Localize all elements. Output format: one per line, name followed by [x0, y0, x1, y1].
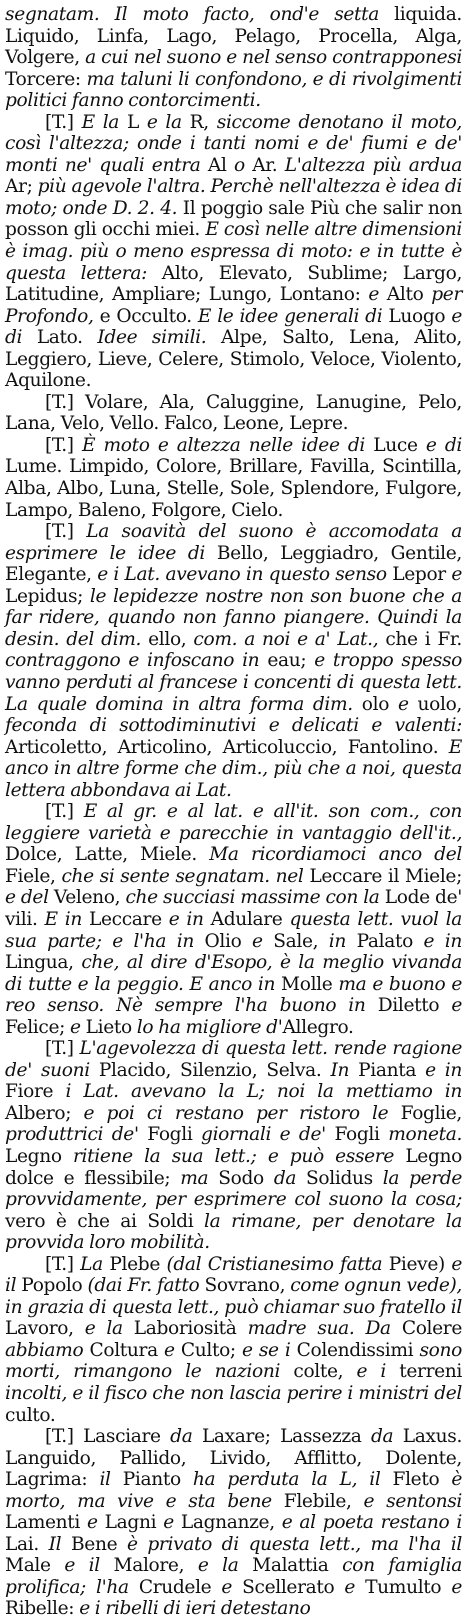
roman-text: Soldi — [147, 1210, 205, 1232]
paragraph — [5, 435, 462, 521]
roman-text: Laxus. Languido, Pallido, Livido, Afflitto, Dolente, Lagrima: — [5, 1426, 463, 1491]
roman-text: Colendissimi — [296, 1339, 420, 1361]
italic-text: più agevole l'altra. Perchè nell'altezza è idea di moto; onde D. 2. 4. — [5, 176, 462, 219]
paragraph — [5, 1426, 462, 1620]
italic-text: le lepidezze nostre non son buone che a far ridere, quando non fanno piangere. Quindi la desin. del dim. — [5, 585, 462, 650]
italic-text: o — [233, 154, 253, 176]
italic-text: e — [425, 434, 445, 456]
italic-text: e in — [168, 908, 211, 930]
roman-text: culto. — [5, 1404, 56, 1426]
roman-text: Lassezza — [280, 1426, 371, 1448]
roman-text: R, — [189, 111, 217, 133]
roman-text: Fiore — [5, 1081, 66, 1103]
paragraph — [5, 1038, 462, 1253]
roman-text: Pianto — [122, 1469, 193, 1491]
paragraph — [5, 392, 462, 435]
italic-text: e la — [146, 111, 190, 133]
roman-text: Plebe — [109, 1253, 167, 1275]
italic-text: È moto e altezza nelle idee di — [81, 434, 374, 456]
italic-text: e in — [423, 930, 462, 952]
italic-text: ma — [180, 1167, 219, 1189]
roman-text: Alto — [386, 284, 432, 306]
roman-text: Lasciare — [83, 1426, 171, 1448]
italic-text: e — [397, 693, 418, 715]
italic-text: da — [273, 1167, 307, 1189]
roman-text: Crudele — [138, 1576, 222, 1598]
italic-text: e — [87, 1512, 105, 1534]
roman-text: Diletto — [377, 995, 452, 1017]
italic-text: e i Lat. avevano in questo senso — [97, 564, 393, 586]
roman-text: Dolce, Latte, Miele. — [5, 844, 210, 866]
paragraph — [5, 521, 462, 801]
paragraph — [5, 4, 462, 112]
italic-text: la perde provvidamente, per esprimere col suono la cosa; — [5, 1167, 463, 1211]
roman-text: Occulto. — [116, 305, 198, 327]
roman-text: Lingua, — [5, 952, 82, 974]
roman-text: Sodo — [218, 1167, 274, 1189]
roman-text: Ar. — [252, 154, 285, 176]
italic-text: feconda di sottodiminutivi e delicati e valenti: — [5, 715, 462, 737]
italic-text: che succiasi massime con la — [125, 887, 385, 909]
italic-text: con famiglia prolifica; l'ha — [5, 1555, 462, 1598]
roman-text: Bene — [70, 1533, 127, 1555]
roman-text: Legno — [405, 1145, 462, 1167]
roman-text: vero è che ai — [5, 1210, 148, 1232]
italic-text: Il — [48, 1533, 71, 1555]
italic-text: Idee simili. — [97, 327, 221, 349]
italic-text: e — [451, 995, 462, 1017]
roman-text: Male — [5, 1555, 65, 1577]
italic-text: è morto, ma vive e sta bene — [5, 1469, 463, 1512]
roman-text: Molle — [281, 973, 339, 995]
italic-text: e — [163, 1512, 181, 1534]
roman-text: [T.] — [45, 111, 82, 133]
roman-text: Pianta — [358, 1059, 426, 1081]
roman-text: Lamenti — [5, 1512, 88, 1534]
italic-text: come ognun vede), in grazia di questa lett., può chiamar suo fratello il — [5, 1275, 462, 1318]
roman-text: Leccare il Miele; — [309, 865, 462, 887]
italic-text: E anco in altre forme che dim., più che a noi, questa lettera abbondava ai Lat. — [5, 736, 462, 801]
italic-text: produttrici de' — [5, 1124, 148, 1146]
roman-text: Solidus — [306, 1167, 383, 1189]
italic-text: sono morti, rimangono le nazioni — [5, 1339, 462, 1383]
roman-text: Culto; — [180, 1339, 243, 1361]
roman-text: [T.] — [45, 434, 82, 456]
italic-text: e poi ci restano per ristoro le — [83, 1102, 401, 1124]
italic-text: e — [69, 1016, 86, 1038]
roman-text: Felice; — [5, 1016, 70, 1038]
italic-text: E in — [44, 908, 90, 930]
italic-text: (dai Fr. fatto — [87, 1275, 205, 1297]
italic-text: L'agevolezza di questa lett. rende ragione de' suoni — [5, 1038, 462, 1081]
roman-text: Popolo — [21, 1275, 88, 1297]
roman-text: L — [126, 111, 147, 133]
italic-text: com. a noi e a' Lat., — [193, 628, 386, 650]
italic-text: e — [164, 1339, 181, 1361]
italic-text: che si sente segnatam. nel — [61, 865, 310, 887]
roman-text: Adulare — [210, 908, 290, 930]
italic-text: il — [99, 1469, 123, 1491]
italic-text: e troppo spesso vanno perduti al francese i concenti di questa lett. La quale domina in altra forma dim. — [5, 650, 462, 715]
italic-text: questa lett. vuol la sua parte; e l'ha in — [5, 908, 463, 952]
roman-text: Leccare — [89, 908, 169, 930]
italic-text: di — [444, 434, 462, 456]
italic-text: e sentonsi — [363, 1490, 462, 1512]
roman-text: Pieve) — [388, 1253, 452, 1275]
roman-text: Lepidus; — [5, 585, 90, 607]
roman-text: uolo, — [417, 693, 462, 715]
roman-text: Allegro. — [282, 1016, 354, 1038]
roman-text: Lieto — [85, 1016, 137, 1038]
italic-text: E la — [81, 111, 127, 133]
roman-text: colte, — [293, 1361, 357, 1383]
italic-text: La — [80, 1253, 110, 1275]
roman-text: Veleno, — [53, 887, 126, 909]
italic-text: e — [368, 284, 387, 306]
roman-text: Albero; — [5, 1102, 84, 1124]
roman-text: Fleto — [392, 1469, 452, 1491]
italic-text: e il — [64, 1555, 114, 1577]
italic-text: contraggono e infoscano in — [5, 650, 268, 672]
roman-text: Articoletto, Articolino, Articoluccio, Fantolino. — [5, 736, 449, 758]
roman-text: Lagnanze, — [180, 1512, 282, 1534]
italic-text: ritiene la sua lett.; e può essere — [72, 1145, 406, 1167]
roman-text: Palato — [356, 930, 424, 952]
roman-text: Tumulto — [365, 1576, 452, 1598]
roman-text: Al — [207, 154, 234, 176]
roman-text: Scellerato — [242, 1576, 345, 1598]
roman-text: Alto, Elevato, Sublime; Largo, Latitudine, Ampliare; Lungo, Lontano: — [5, 262, 463, 306]
italic-text: segnatam. Il moto fac — [5, 4, 231, 25]
roman-text: Laboriosità — [133, 1318, 248, 1340]
roman-text: Fogli — [147, 1124, 202, 1146]
italic-text: e al poeta restano i — [281, 1512, 462, 1534]
italic-text: a cui nel suono e nel senso contrapponesi — [85, 47, 463, 69]
roman-text: [T.] — [45, 801, 84, 823]
italic-text: ha perduta la L, il — [192, 1469, 393, 1491]
italic-text: e in — [425, 1059, 462, 1081]
roman-text: Laxare; — [201, 1426, 281, 1448]
italic-text: è privato di questa lett., ma l'ha il — [126, 1533, 462, 1555]
italic-text: E le idee generali di — [197, 305, 389, 327]
roman-text: Fogli — [334, 1124, 389, 1146]
roman-text: Legno — [5, 1145, 73, 1167]
italic-text: la rimane, per denotare la provvida loro mobilità. — [5, 1210, 462, 1254]
italic-text: siccome denotano il moto, così l'altezza; onde i tanti nomi e de' fiumi e de' monti ne' quali entra — [5, 111, 462, 176]
roman-text: Colere — [401, 1318, 462, 1340]
roman-text: liquida. Liquido, Linfa, Lago, Pelago, Procella, Alga, Volgere, — [5, 4, 462, 69]
italic-text: La soavità del suono è accomodata a esprimere le idee di — [5, 521, 462, 564]
roman-text: Lavoro, — [5, 1318, 85, 1340]
italic-text: e la — [84, 1318, 134, 1340]
italic-text: e i — [356, 1361, 400, 1383]
roman-text: che i Fr. — [385, 628, 462, 650]
roman-text: Sale, — [273, 930, 329, 952]
roman-text: Alpe, Salto, Lena, Alito, Leggiero, Lieve, Celere, Stimolo, Veloce, Violento, Aquilone. — [5, 327, 462, 392]
italic-text: E così nelle altre dimensioni è imag. più o meno espressa di moto: e in tutte è questa lettera: — [5, 219, 462, 284]
roman-text: Torcere: — [5, 68, 87, 90]
roman-text: Lato. — [36, 327, 98, 349]
roman-text: Luogo — [388, 305, 452, 327]
paragraph — [5, 112, 462, 392]
italic-text: ma taluni li confondono, e di rivolgimenti politici fanno contorcimenti. — [5, 68, 462, 112]
roman-text: e — [99, 305, 117, 327]
roman-text: Ar; — [5, 176, 38, 198]
roman-text: Ribelle: — [5, 1598, 80, 1620]
italic-text: ma e buono e reo senso. Nè sempre l'ha buono in — [5, 973, 463, 1017]
italic-text: e se i — [242, 1339, 297, 1361]
italic-text: Ma ricordiamoci anco del — [209, 844, 462, 866]
roman-text: Lode de' vili. — [5, 887, 462, 930]
italic-text: s — [334, 4, 344, 25]
italic-text: abbiamo — [5, 1339, 90, 1361]
italic-text: e il — [5, 1253, 462, 1297]
roman-text: [T.] — [45, 1253, 81, 1275]
italic-text: etta — [343, 4, 395, 25]
italic-text: in — [328, 930, 357, 952]
roman-text: ello, — [148, 628, 194, 650]
italic-text: e — [451, 1576, 462, 1598]
roman-text: Lai. — [5, 1533, 49, 1555]
italic-text: giornali e de' — [201, 1124, 335, 1146]
roman-text: [T.] Volare, Ala, Caluggine, Lanugine, Pelo, Lana, Velo, Vello. Falco, Leone, Lepre. — [5, 391, 462, 435]
roman-text: Foglie, — [400, 1102, 462, 1124]
roman-text: eau; — [267, 650, 315, 672]
italic-text: moneta. — [388, 1124, 463, 1146]
italic-text: e — [221, 1576, 243, 1598]
roman-text: dolce e flessibile; — [5, 1167, 181, 1189]
italic-text: madre sua. Da — [247, 1318, 402, 1340]
italic-text: In — [330, 1059, 359, 1081]
roman-text: Malore, — [113, 1555, 198, 1577]
roman-text: [T.] — [45, 1426, 84, 1448]
italic-text: e — [451, 564, 463, 586]
roman-text: Lepor — [392, 564, 452, 586]
roman-text: [T.] — [45, 521, 87, 543]
italic-text: da — [170, 1426, 202, 1448]
roman-text: Placido, Silenzio, Selva. — [98, 1059, 331, 1081]
italic-text: L'altezza più ardua — [284, 154, 462, 176]
italic-text: e — [344, 1576, 366, 1598]
italic-text: incolti, e il fisco che non lascia perire i ministri del — [5, 1383, 462, 1404]
italic-text: e — [252, 930, 274, 952]
roman-text: Lume. Limpido, Colore, Brillare, Favilla, Scintilla, Alba, Albo, Luna, Stelle, Sole, Splendore, Fulgore, Lampo, Baleno, Folgore, Cielo. — [5, 456, 462, 521]
roman-text: Olio — [204, 930, 253, 952]
italic-text: e i ribelli di ieri detestano — [79, 1598, 311, 1620]
italic-text: e la — [197, 1555, 253, 1577]
italic-text: per Profondo, — [5, 284, 462, 327]
roman-text: Luce — [373, 434, 426, 456]
roman-text: Il poggio sale Più che salir non posson gli occhi miei. — [5, 197, 462, 241]
italic-text: (dal Cristianesimo fatta — [166, 1253, 389, 1275]
italic-text: t — [230, 4, 239, 25]
italic-text: o, ond'e — [238, 4, 335, 25]
paragraph — [5, 1254, 462, 1426]
italic-text: che, al dire d'Esopo, è la meglio vivanda di tutte e la peggio. E anco in — [5, 952, 462, 995]
roman-text: Flebile, — [283, 1490, 364, 1512]
paragraph — [5, 801, 462, 1038]
roman-text: Sovrano, — [204, 1275, 291, 1297]
roman-text: [T.] — [45, 1038, 80, 1060]
roman-text: Coltura — [89, 1339, 165, 1361]
italic-text: e del — [5, 887, 54, 909]
roman-text: Lagni — [104, 1512, 164, 1534]
roman-text: terreni — [399, 1361, 462, 1383]
roman-text: Bello, Leggiadro, Gentile, Elegante, — [5, 542, 462, 586]
italic-text: da — [371, 1426, 403, 1448]
roman-text: Malattia — [252, 1555, 343, 1577]
italic-text: E al gr. e al lat. e all'it. son com., con leggiere varietà e parecchie in vantaggio dell'it., — [5, 801, 462, 844]
roman-text: Fiele, — [5, 865, 62, 887]
italic-text: e di — [5, 305, 463, 349]
italic-text: i Lat. avevano la L; noi la mettiamo in — [65, 1081, 462, 1103]
italic-text: lo ha migliore d' — [136, 1016, 283, 1038]
roman-text: olo — [361, 693, 398, 715]
